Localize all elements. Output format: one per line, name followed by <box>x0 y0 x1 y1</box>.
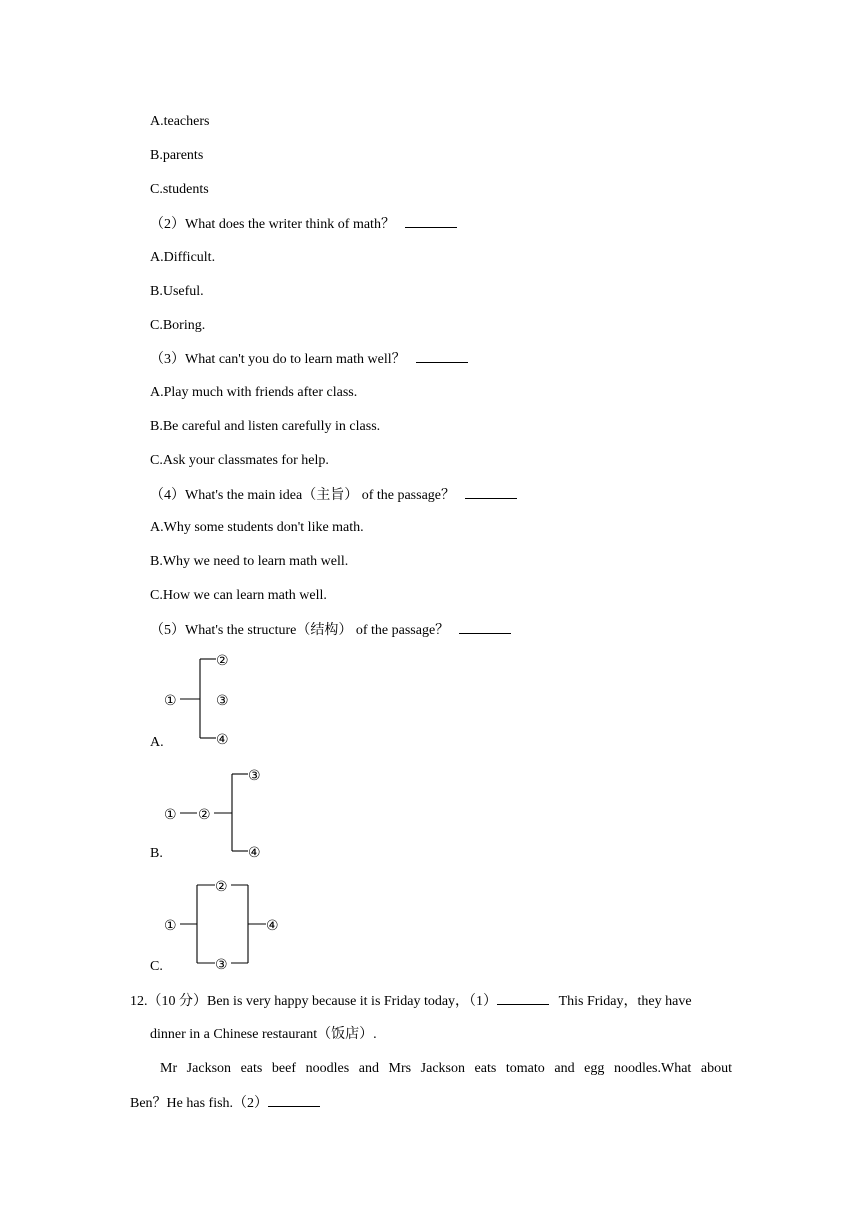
diagram-b-node-2: ② <box>198 807 211 823</box>
q1-option-c: C.students <box>150 182 209 197</box>
q12-line-4 <box>130 1094 320 1113</box>
q2-option-b: B.Useful. <box>150 284 204 299</box>
q2-answer-blank <box>405 215 457 228</box>
q5-stem-text: （5）What's the structure（结构） of the passage？ <box>150 623 450 638</box>
q3-option-c: C.Ask your classmates for help. <box>150 453 329 468</box>
diagram-a-node-2: ② <box>216 653 229 669</box>
q12-line-1 <box>130 992 692 1011</box>
q4-stem <box>150 486 517 505</box>
q1-option-b: B.parents <box>150 148 204 163</box>
diagram-b-node-4: ④ <box>248 845 261 861</box>
q4-stem-text: （4）What's the main idea（主旨） of the passage？ <box>150 488 456 503</box>
q12-line-2: dinner in a Chinese restaurant（饭店）. <box>150 1027 377 1042</box>
q3-option-a: A.Play much with friends after class. <box>150 385 358 400</box>
diagram-c-node-2: ② <box>215 879 228 895</box>
q5-stem <box>150 621 511 640</box>
q3-stem-text: （3）What can't you do to learn math well？ <box>150 352 406 367</box>
q12-line-4-text: Ben？He has fish.（2） <box>130 1096 269 1111</box>
q5-option-a-label: A. <box>150 735 164 750</box>
diagram-c-node-1: ① <box>164 918 177 934</box>
diagram-b-node-1: ① <box>164 807 177 823</box>
q4-option-a: A.Why some students don't like math. <box>150 520 364 535</box>
q12-blank-1 <box>497 992 549 1005</box>
q4-option-c: C.How we can learn math well. <box>150 588 327 603</box>
structure-diagram-b <box>160 762 280 866</box>
diagram-a-node-3: ③ <box>216 693 229 709</box>
q5-answer-blank <box>459 621 511 634</box>
q5-option-b-label: B. <box>150 846 163 861</box>
q12-line-1-start: 12.（10 分）Ben is very happy because it is Friday today，（1） <box>130 994 498 1009</box>
q1-option-a: A.teachers <box>150 114 210 129</box>
q12-blank-2 <box>268 1094 320 1107</box>
structure-diagram-c <box>160 874 290 978</box>
diagram-c-node-3: ③ <box>215 957 228 973</box>
diagram-a-node-1: ① <box>164 693 177 709</box>
diagram-a-node-4: ④ <box>216 732 229 748</box>
diagram-b-node-3: ③ <box>248 768 261 784</box>
q2-option-a: A.Difficult. <box>150 250 216 265</box>
q3-option-b: B.Be careful and listen carefully in class. <box>150 419 381 434</box>
q2-stem-text: （2）What does the writer think of math？ <box>150 217 395 232</box>
q3-answer-blank <box>416 350 468 363</box>
q2-stem <box>150 215 457 234</box>
q4-option-b: B.Why we need to learn math well. <box>150 554 349 569</box>
q3-stem <box>150 350 468 369</box>
q12-line-3: Mr Jackson eats beef noodles and Mrs Jackson eats tomato and egg noodles.What about <box>160 1061 732 1076</box>
q4-answer-blank <box>465 486 517 499</box>
q2-option-c: C.Boring. <box>150 318 206 333</box>
q12-line-1-end: This Friday，they have <box>558 994 692 1009</box>
q5-option-c-label: C. <box>150 959 163 974</box>
structure-diagram-a <box>160 648 260 752</box>
diagram-c-node-4: ④ <box>266 918 279 934</box>
